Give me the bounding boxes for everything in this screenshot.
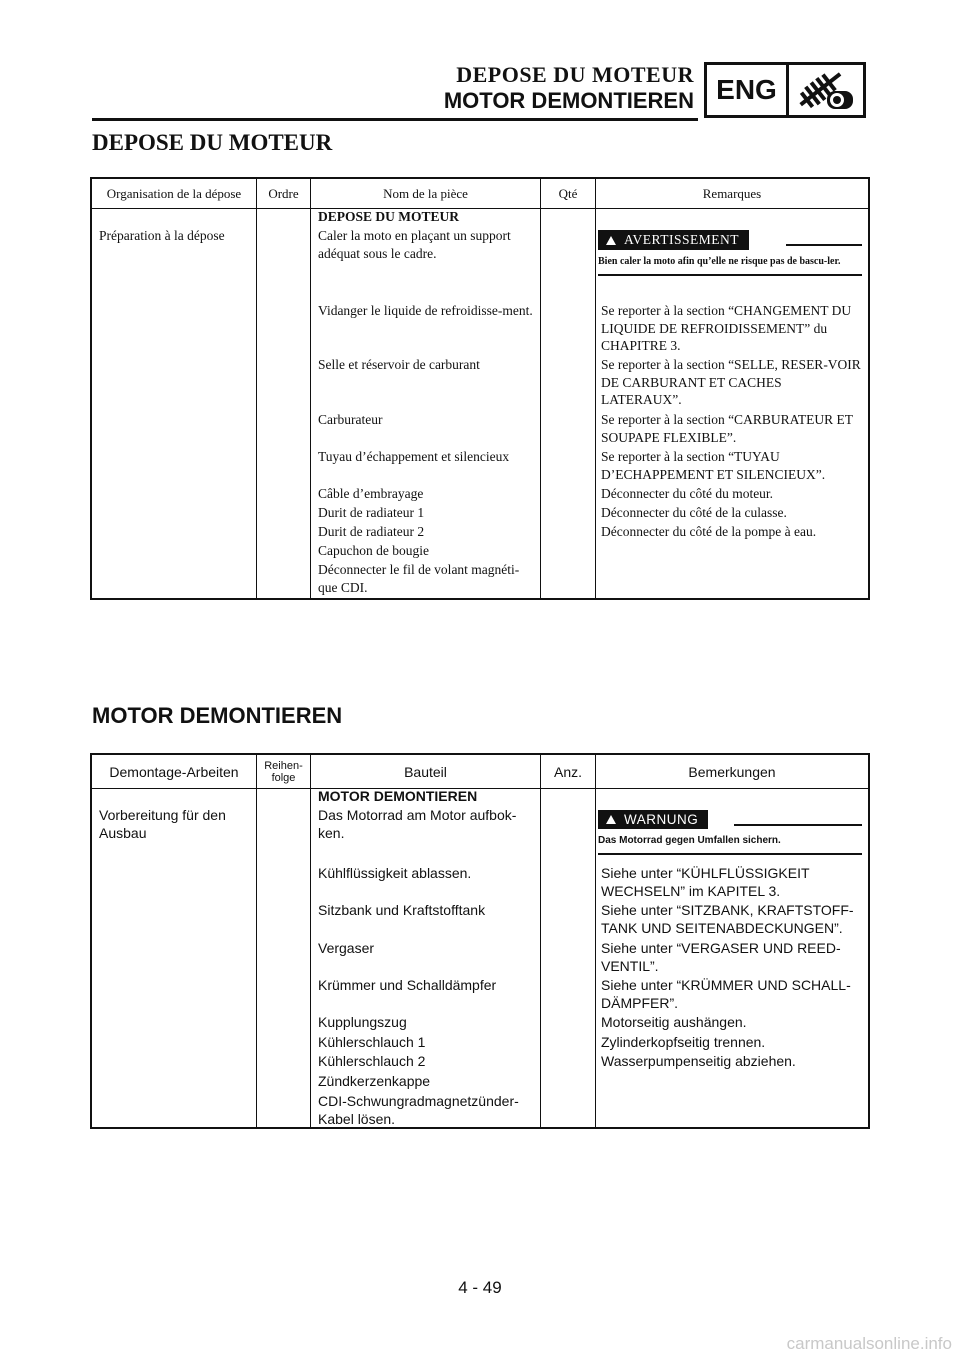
part-name: Carburateur <box>318 412 383 427</box>
part-name: Câble d’embrayage <box>318 486 424 501</box>
column-header: Reihen-folge <box>257 755 311 788</box>
part-name: Kühlerschlauch 1 <box>318 1034 426 1050</box>
remark: Déconnecter du côté de la culasse. <box>601 505 787 520</box>
remark: Se reporter à la section “SELLE, RESER-VOIR DE CARBURANT ET CACHES LATERAUX”. <box>601 357 861 407</box>
part-name: Vidanger le liquide de refroidisse-ment. <box>318 303 533 318</box>
watermark: carmanualsonline.info <box>786 1334 952 1353</box>
warning-text: Das Motorrad gegen Umfallen sichern. <box>598 835 781 846</box>
column-header: Anz. <box>541 755 596 788</box>
eng-badge <box>704 62 866 118</box>
remark: Déconnecter du côté de la pompe à eau. <box>601 524 817 539</box>
header-title-fr: DEPOSE DU MOTEUR <box>456 62 694 87</box>
remark: Se reporter à la section “TUYAU D’ECHAPPEMENT ET SILENCIEUX”. <box>601 449 826 482</box>
part-name: Kühlerschlauch 2 <box>318 1053 426 1069</box>
part-name: Kühlflüssigkeit ablassen. <box>318 865 472 881</box>
removal-table-de <box>90 753 870 1129</box>
part-name: Caler la moto en plaçant un support adéquat sous le cadre. <box>318 228 511 261</box>
table-header-fr <box>92 179 868 209</box>
part-name: Das Motorrad am Motor aufbok-ken. <box>318 807 517 841</box>
part-name: CDI-Schwungradmagnetzünder-Kabel lösen. <box>318 1093 519 1127</box>
part-name: Krümmer und Schalldämpfer <box>318 977 497 993</box>
remark: Se reporter à la section “CARBURATEUR ET SOUPAPE FLEXIBLE”. <box>601 412 853 445</box>
group-label: Préparation à la dépose <box>99 228 225 243</box>
part-name: Capuchon de bougie <box>318 543 429 558</box>
remark: Siehe unter “KÜHLFLÜSSIGKEIT WECHSELN” im KAPITEL 3. <box>601 865 810 899</box>
remark: Déconnecter du côté du moteur. <box>601 486 774 501</box>
part-name: Kupplungszug <box>318 1014 407 1030</box>
subtitle: MOTOR DEMONTIEREN <box>318 788 478 804</box>
warning-badge: AVERTISSEMENT <box>598 230 749 250</box>
warning-text: Bien caler la moto afin qu’elle ne risque pas de bascu-ler. <box>598 256 841 267</box>
part-name: Durit de radiateur 2 <box>318 524 425 539</box>
warning-block <box>598 230 862 276</box>
table-header-de <box>92 755 868 789</box>
part-name: Selle et réservoir de carburant <box>318 357 480 372</box>
eng-label: ENG <box>707 65 789 115</box>
warning-block <box>598 810 862 855</box>
section-title-de: MOTOR DEMONTIEREN <box>92 703 343 728</box>
warning-icon <box>606 236 616 245</box>
column-header: Ordre <box>257 179 311 208</box>
part-name: Zündkerzenkappe <box>318 1073 431 1089</box>
warning-icon <box>606 815 616 824</box>
column-header: Bauteil <box>311 755 541 788</box>
column-header: Qté <box>541 179 596 208</box>
part-name: Durit de radiateur 1 <box>318 505 425 520</box>
part-name: Sitzbank und Kraftstofftank <box>318 902 486 918</box>
part-name: Vergaser <box>318 940 375 956</box>
subtitle: DEPOSE DU MOTEUR <box>318 209 460 224</box>
column-header: Nom de la pièce <box>311 179 541 208</box>
remark: Se reporter à la section “CHANGEMENT DU LIQUIDE DE REFROIDISSEMENT” du CHAPITRE 3. <box>601 303 852 353</box>
remark: Wasserpumpenseitig abziehen. <box>601 1053 796 1069</box>
removal-table-fr <box>90 177 870 600</box>
remark: Zylinderkopfseitig trennen. <box>601 1034 766 1050</box>
header-title-de: MOTOR DEMONTIEREN <box>443 88 694 113</box>
part-name: Déconnecter le fil de volant magnéti-que CDI. <box>318 562 520 595</box>
remark: Siehe unter “SITZBANK, KRAFTSTOFF-TANK UND SEITENABDECKUNGEN”. <box>601 902 854 936</box>
engine-icon <box>789 65 863 115</box>
column-header: Demontage-Arbeiten <box>92 755 257 788</box>
remark: Siehe unter “KRÜMMER UND SCHALL-DÄMPFER”. <box>601 977 851 1011</box>
group-label: Vorbereitung für den Ausbau <box>99 807 226 841</box>
remark: Motorseitig aushängen. <box>601 1014 747 1030</box>
remark: Siehe unter “VERGASER UND REED-VENTIL”. <box>601 940 841 974</box>
warning-badge: WARNUNG <box>598 810 708 829</box>
section-title-fr: DEPOSE DU MOTEUR <box>92 130 333 155</box>
column-header: Remarques <box>702 185 762 201</box>
column-header: Organisation de la dépose <box>92 179 257 208</box>
page-number: 4 - 49 <box>458 1278 502 1297</box>
header-rule <box>92 118 698 121</box>
column-header: Bemerkungen <box>688 763 776 780</box>
part-name: Tuyau d’échappement et silencieux <box>318 449 510 464</box>
